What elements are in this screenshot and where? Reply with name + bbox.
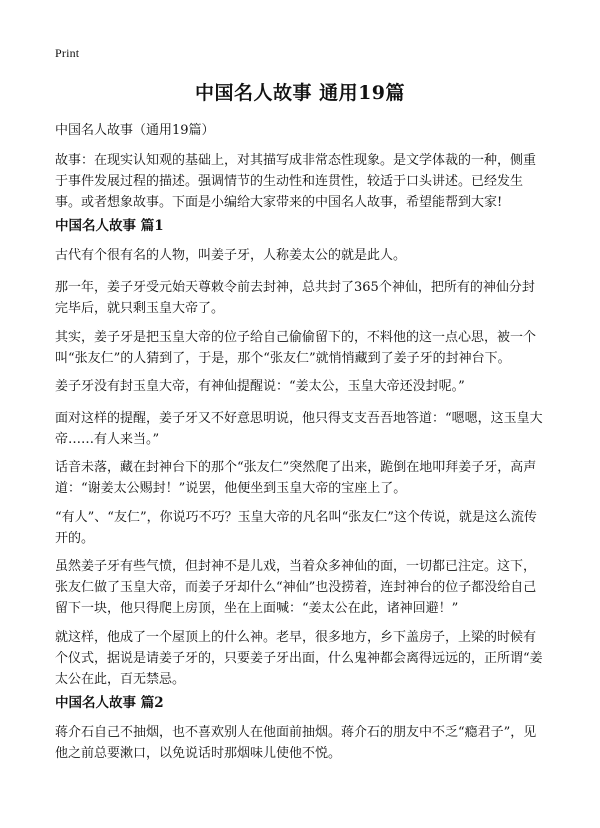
page-title: 中国名人故事 通用19篇: [194, 82, 406, 104]
paragraph: 古代有个很有名的人物，叫姜子牙，人称姜太公的就是此人。: [55, 248, 407, 263]
paragraph: “有人”、“友仁”，你说巧不巧？玉皇大帝的凡名叫“张友仁”这个传说，就是这么流传开的。: [55, 510, 537, 546]
paragraph: 虽然姜子牙有些气愤，但封神不是儿戏，当着众多神仙的面，一切都已注定。这下，张友仁做了玉皇大帝，而姜子牙却什么“神仙”也没捞着，连封神台的位子都没给自己留下一块，他只得爬上房顶，坐在上面喊：“姜太公在此，诸神回避！”: [55, 559, 537, 616]
paragraph: 蒋介石自己不抽烟，也不喜欢别人在他面前抽烟。蒋介石的朋友中不乏“瘾君子”，见他之前总要漱口，以免说话时那烟味儿使他不悦。: [55, 725, 537, 761]
intro-subtitle: 中国名人故事（通用19篇）: [55, 123, 215, 138]
paragraph: 话音未落，藏在封神台下的那个“张友仁”突然爬了出来，跪倒在地叩拜姜子牙，高声道：“谢姜太公赐封！”说罢，他便坐到玉皇大帝的宝座上了。: [55, 460, 537, 496]
intro-paragraph: 故事：在现实认知观的基础上，对其描写成非常态性现象。是文学体裁的一种，侧重于事件发展过程的描述。强调情节的生动性和连贯性，较适于口头讲述。已经发生事。或者想象故事。下面是小编给大家带来的中国名人故事，希望能帮到大家!: [55, 153, 537, 210]
section-heading-2: 中国名人故事 篇2: [55, 695, 164, 711]
paragraph: 其实，姜子牙是把玉皇大帝的位子给自己偷偷留下的，不料他的这一点心思，被一个叫“张友仁”的人猜到了，于是，那个“张友仁”就悄悄藏到了姜子牙的封神台下。: [55, 330, 537, 366]
section-heading-1: 中国名人故事 篇1: [55, 218, 164, 234]
paragraph: 那一年，姜子牙受元始天尊敕令前去封神，总共封了365个神仙，把所有的神仙分封完毕后，就只剩玉皇大帝了。: [55, 280, 535, 316]
paragraph: 就这样，他成了一个屋顶上的什么神。老早，很多地方，乡下盖房子，上梁的时候有个仪式，据说是请姜子牙的，只要姜子牙出面，什么鬼神都会离得远远的，正所谓“姜太公在此，百无禁忌。: [55, 630, 543, 687]
print-label: Print: [55, 46, 80, 60]
paragraph: 姜子牙没有封玉皇大帝，有神仙提醒说：“姜太公，玉皇大帝还没封呢。”: [55, 379, 465, 394]
paragraph: 面对这样的提醒，姜子牙又不好意思明说，他只得支支吾吾地答道：“嗯嗯，这玉皇大帝……有人来当。”: [55, 411, 543, 447]
